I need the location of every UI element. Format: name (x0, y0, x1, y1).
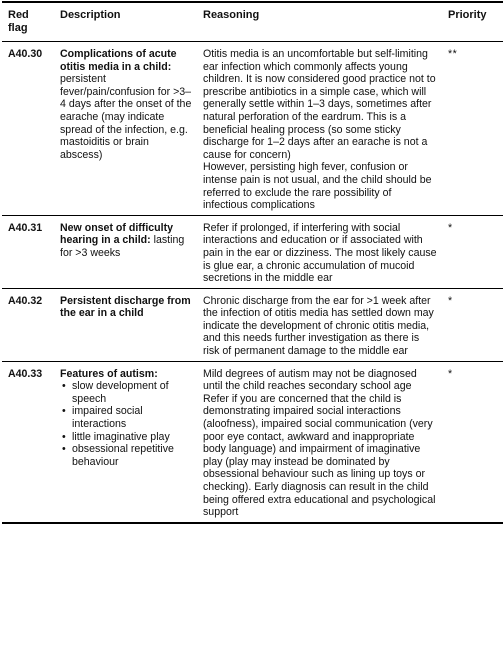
priority-stars: * (448, 294, 453, 307)
list-item: • impaired social interactions (72, 405, 193, 430)
reasoning-paragraph: Chronic discharge from the ear for >1 week after the infection of otitis media has settled down may indicate the development of chronic otitis media, and this needs further investigation as there is risk of permanent damage to the middle ear (203, 294, 434, 358)
red-flag-code: A40.30 (8, 48, 43, 60)
reasoning-paragraph: However, persisting high fever, confusion or intense pain is not usual, and the child should be referred to exclude the rare possibility of infectious complications (203, 161, 432, 212)
reasoning-cell (197, 361, 442, 523)
reasoning-cell (197, 42, 442, 216)
reasoning-paragraph: Otitis media is an uncomfortable but self-limiting ear infection which commonly affects young children. It is now considered good practice not to prescribe antibiotics in a simple case, which will generally settle within 1–3 days, sometimes after natural perforation of the eardrum. This is a beneficial healing process (so some sticky discharge for 1–2 days after an earache is not a cause for concern) (203, 48, 436, 161)
header-description: Description (60, 9, 121, 21)
list-item: • obsessional repetitive behaviour (72, 443, 193, 468)
priority-stars: ** (448, 48, 458, 60)
description-cell (54, 361, 197, 523)
header-priority: Priority (448, 9, 487, 21)
table-row (2, 361, 503, 523)
priority-stars: * (448, 367, 453, 380)
table-row (2, 288, 503, 361)
red-flag-code: A40.33 (8, 367, 43, 380)
description-heading: Features of autism: (60, 367, 158, 380)
description-cell (54, 215, 197, 288)
reasoning-cell (197, 215, 442, 288)
table-row (2, 42, 503, 216)
table-body (2, 42, 503, 523)
reasoning-paragraph: Mild degrees of autism may not be diagnosed until the child reaches secondary school age (203, 367, 417, 393)
reasoning-cell (197, 288, 442, 361)
table-row (2, 215, 503, 288)
description-cell (54, 288, 197, 361)
description-heading: New onset of difficulty hearing in a child: (60, 221, 174, 247)
header-reasoning: Reasoning (203, 9, 260, 21)
red-flag-table (2, 1, 503, 524)
list-item: • little imaginative play (72, 431, 193, 444)
header-red-flag: Red flag (8, 9, 29, 34)
header-row (2, 2, 503, 42)
table-header (2, 2, 503, 42)
reasoning-paragraph: Refer if prolonged, if interfering with social interactions and education or if associated with pain in the ear or dizziness. The most likely cause is glue ear, a chronic accumulation of mucoid secretions in the middle ear (203, 221, 437, 285)
autism-features-list (60, 380, 193, 468)
description-heading: Complications of acute otitis media in a child: (60, 48, 177, 73)
description-heading: Persistent discharge from the ear in a child (60, 294, 191, 320)
list-item: • slow development of speech (72, 380, 193, 405)
description-cell (54, 42, 197, 216)
priority-stars: * (448, 221, 453, 234)
red-flag-code: A40.32 (8, 294, 43, 307)
red-flag-code: A40.31 (8, 221, 43, 234)
reasoning-paragraph: Refer if you are concerned that the child is demonstrating impaired social interactions (aloofness), impaired social communication (very poor eye contact, awkward and inappropriate body language) and impairment of imaginative play (play may instead be dominated by obsessional behaviour such as lining up toys or checking). Early diagnosis can result in the child being offered extra educational and psychological support (203, 392, 436, 519)
description-text: persistent fever/pain/confusion for >3–4 days after the onset of the earache (may indicate spread of the infection, e.g. mastoiditis or brain abscess) (60, 73, 192, 161)
description-text: lasting for >3 weeks (60, 234, 185, 259)
